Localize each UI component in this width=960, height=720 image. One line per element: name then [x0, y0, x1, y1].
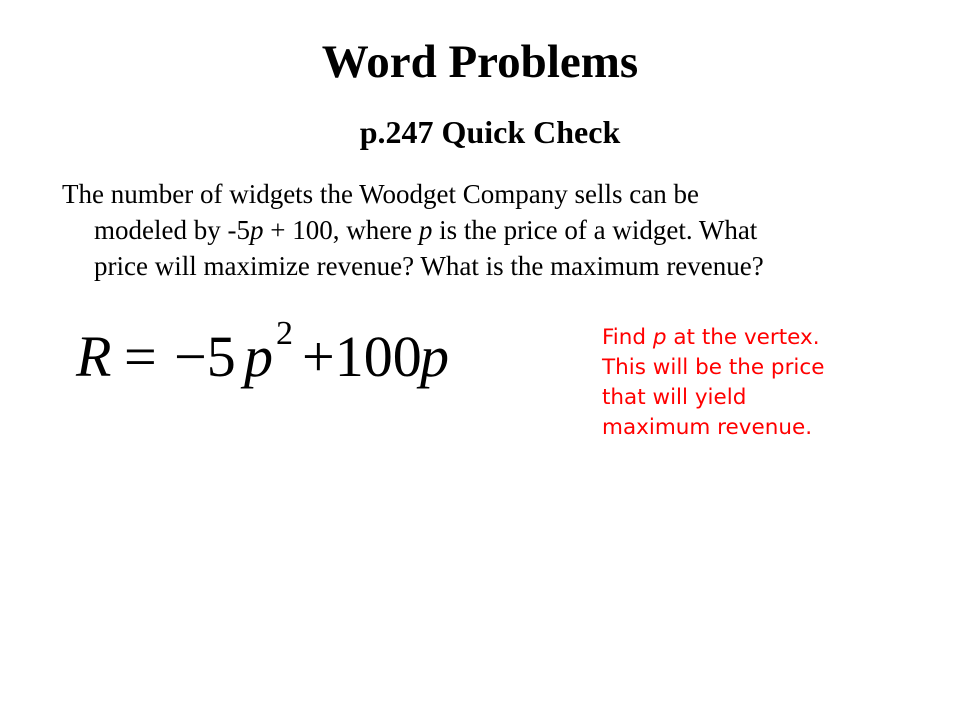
note-line-3: that will yield	[602, 385, 747, 410]
note-line-1-post: at the vertex.	[666, 325, 820, 350]
problem-line-2	[62, 212, 922, 248]
equation-variable-p: p	[244, 324, 273, 389]
variable-p: p	[418, 215, 433, 245]
problem-line-2-mid: + 100, where	[263, 215, 419, 245]
hint-note	[602, 323, 942, 443]
equation-variable-p: p	[420, 324, 449, 389]
problem-line-2-pre: modeled by -5	[94, 215, 250, 245]
note-variable-p: p	[652, 325, 667, 350]
variable-p: p	[249, 215, 264, 245]
problem-line-1: The number of widgets the Woodget Company sells can be	[62, 179, 699, 209]
revenue-equation	[76, 315, 496, 398]
slide-subtitle: p.247 Quick Check	[359, 114, 621, 150]
note-line-2: This will be the price	[602, 355, 825, 380]
equation-coefficient: −5	[174, 324, 236, 389]
note-line-1	[602, 323, 942, 353]
equation-graphic	[76, 315, 496, 398]
equation-exponent: 2	[276, 315, 293, 352]
note-line-4: maximum revenue.	[602, 415, 813, 440]
equation-lhs: R	[76, 324, 112, 389]
equation-equals: =	[124, 324, 157, 389]
problem-statement	[62, 176, 922, 284]
problem-line-2-post: is the price of a widget. What	[432, 215, 758, 245]
note-line-1-pre: Find	[602, 325, 653, 350]
equation-plus-term: +100	[302, 324, 422, 389]
problem-line-3: price will maximize revenue? What is the maximum revenue?	[94, 251, 764, 281]
slide-title: Word Problems	[321, 36, 639, 88]
